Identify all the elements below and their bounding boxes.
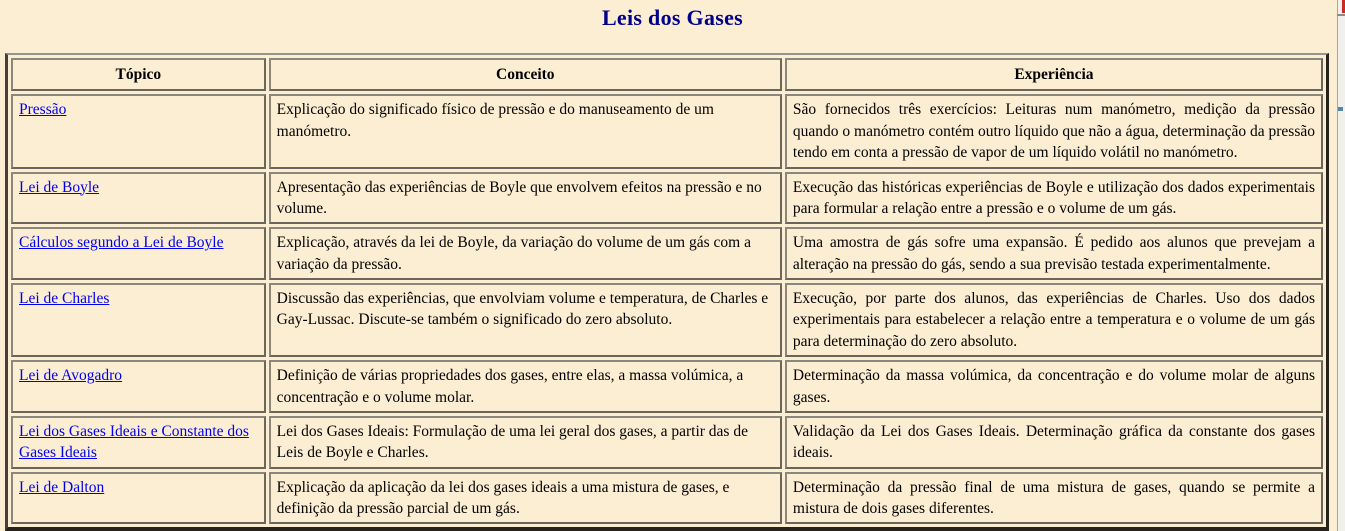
topic-link[interactable]: Lei de Avogadro	[19, 367, 123, 385]
table-row	[11, 360, 1323, 413]
topic-link[interactable]: Lei de Charles	[19, 290, 110, 307]
topic-cell	[11, 283, 266, 357]
column-header-experiencia: Experiência	[785, 58, 1323, 91]
table-row	[11, 172, 1323, 225]
concept-cell: Definição de várias propriedades dos gases, entre elas, a massa volúmica, a concentração e o volume molar.	[269, 360, 782, 413]
topic-cell	[11, 172, 266, 225]
column-header-topico: Tópico	[11, 58, 266, 91]
concept-cell: Lei dos Gases Ideais: Formulação de uma lei geral dos gases, a partir das de Leis de Boyle e Charles.	[269, 416, 782, 469]
topic-cell	[11, 360, 266, 413]
topic-link[interactable]: Cálculos segundo a Lei de Boyle	[19, 234, 224, 252]
header-row	[11, 58, 1323, 91]
topic-cell	[11, 94, 266, 168]
concept-cell: Explicação do significado físico de pressão e do manuseamento de um manómetro.	[269, 94, 782, 168]
topic-link[interactable]: Lei de Dalton	[19, 478, 105, 496]
table-row	[11, 94, 1323, 168]
concept-cell: Discussão das experiências, que envolviam volume e temperatura, de Charles e Gay-Lussac. Discute-se também o significado do zero absoluto.	[269, 283, 782, 357]
experiment-cell: Determinação da massa volúmica, da concentração e do volume molar de alguns gases.	[785, 360, 1323, 413]
experiment-cell: Validação da Lei dos Gases Ideais. Determinação gráfica da constante dos gases ideais.	[785, 416, 1323, 469]
table-row	[11, 227, 1323, 280]
experiment-cell: Uma amostra de gás sofre uma expansão. É pedido aos alunos que prevejam a alteração na pressão do gás, sendo a sua previsão testada experimentalmente.	[785, 227, 1323, 280]
topic-link[interactable]: Lei de Boyle	[19, 178, 100, 196]
scrollbar-track[interactable]	[1337, 0, 1345, 531]
concept-cell: Explicação, através da lei de Boyle, da variação do volume de um gás com a variação da pressão.	[269, 227, 782, 280]
topic-cell	[11, 416, 266, 469]
topic-cell	[11, 472, 266, 525]
column-header-conceito: Conceito	[269, 58, 782, 91]
experiment-cell: Determinação da pressão final de uma mistura de gases, quando se permite a mistura de dois gases diferentes.	[785, 472, 1323, 525]
topic-cell	[11, 227, 266, 280]
experiment-cell: Execução, por parte dos alunos, das experiências de Charles. Uso dos dados experimentais para estabelecer a relação entre a temperatura e o volume de um gás para determinação do zero absoluto.	[785, 283, 1323, 357]
scrollbar-marker	[1338, 107, 1343, 111]
table-row	[11, 416, 1323, 469]
table-row	[11, 472, 1323, 525]
experiment-cell: Execução das históricas experiências de Boyle e utilização dos dados experimentais para formular a relação entre a pressão e o volume de um gás.	[785, 172, 1323, 225]
table-row	[11, 283, 1323, 357]
page-title: Leis dos Gases	[601, 5, 744, 30]
gas-laws-table	[5, 53, 1329, 531]
topic-link[interactable]: Pressão	[19, 101, 67, 119]
experiment-cell: São fornecidos três exercícios: Leituras num manómetro, medição da pressão quando o manómetro contém outro líquido que não a água, determinação da pressão tendo em conta a pressão de vapor de um líquido volátil no manómetro.	[785, 94, 1323, 168]
topic-link[interactable]: Lei dos Gases Ideais e Constante dos Gases Ideais	[19, 422, 249, 462]
concept-cell: Explicação da aplicação da lei dos gases ideais a uma mistura de gases, e definição da pressão parcial de um gás.	[269, 472, 782, 525]
scrollbar-divider	[1337, 14, 1345, 16]
concept-cell: Apresentação das experiências de Boyle que envolvem efeitos na pressão e no volume.	[269, 172, 782, 225]
